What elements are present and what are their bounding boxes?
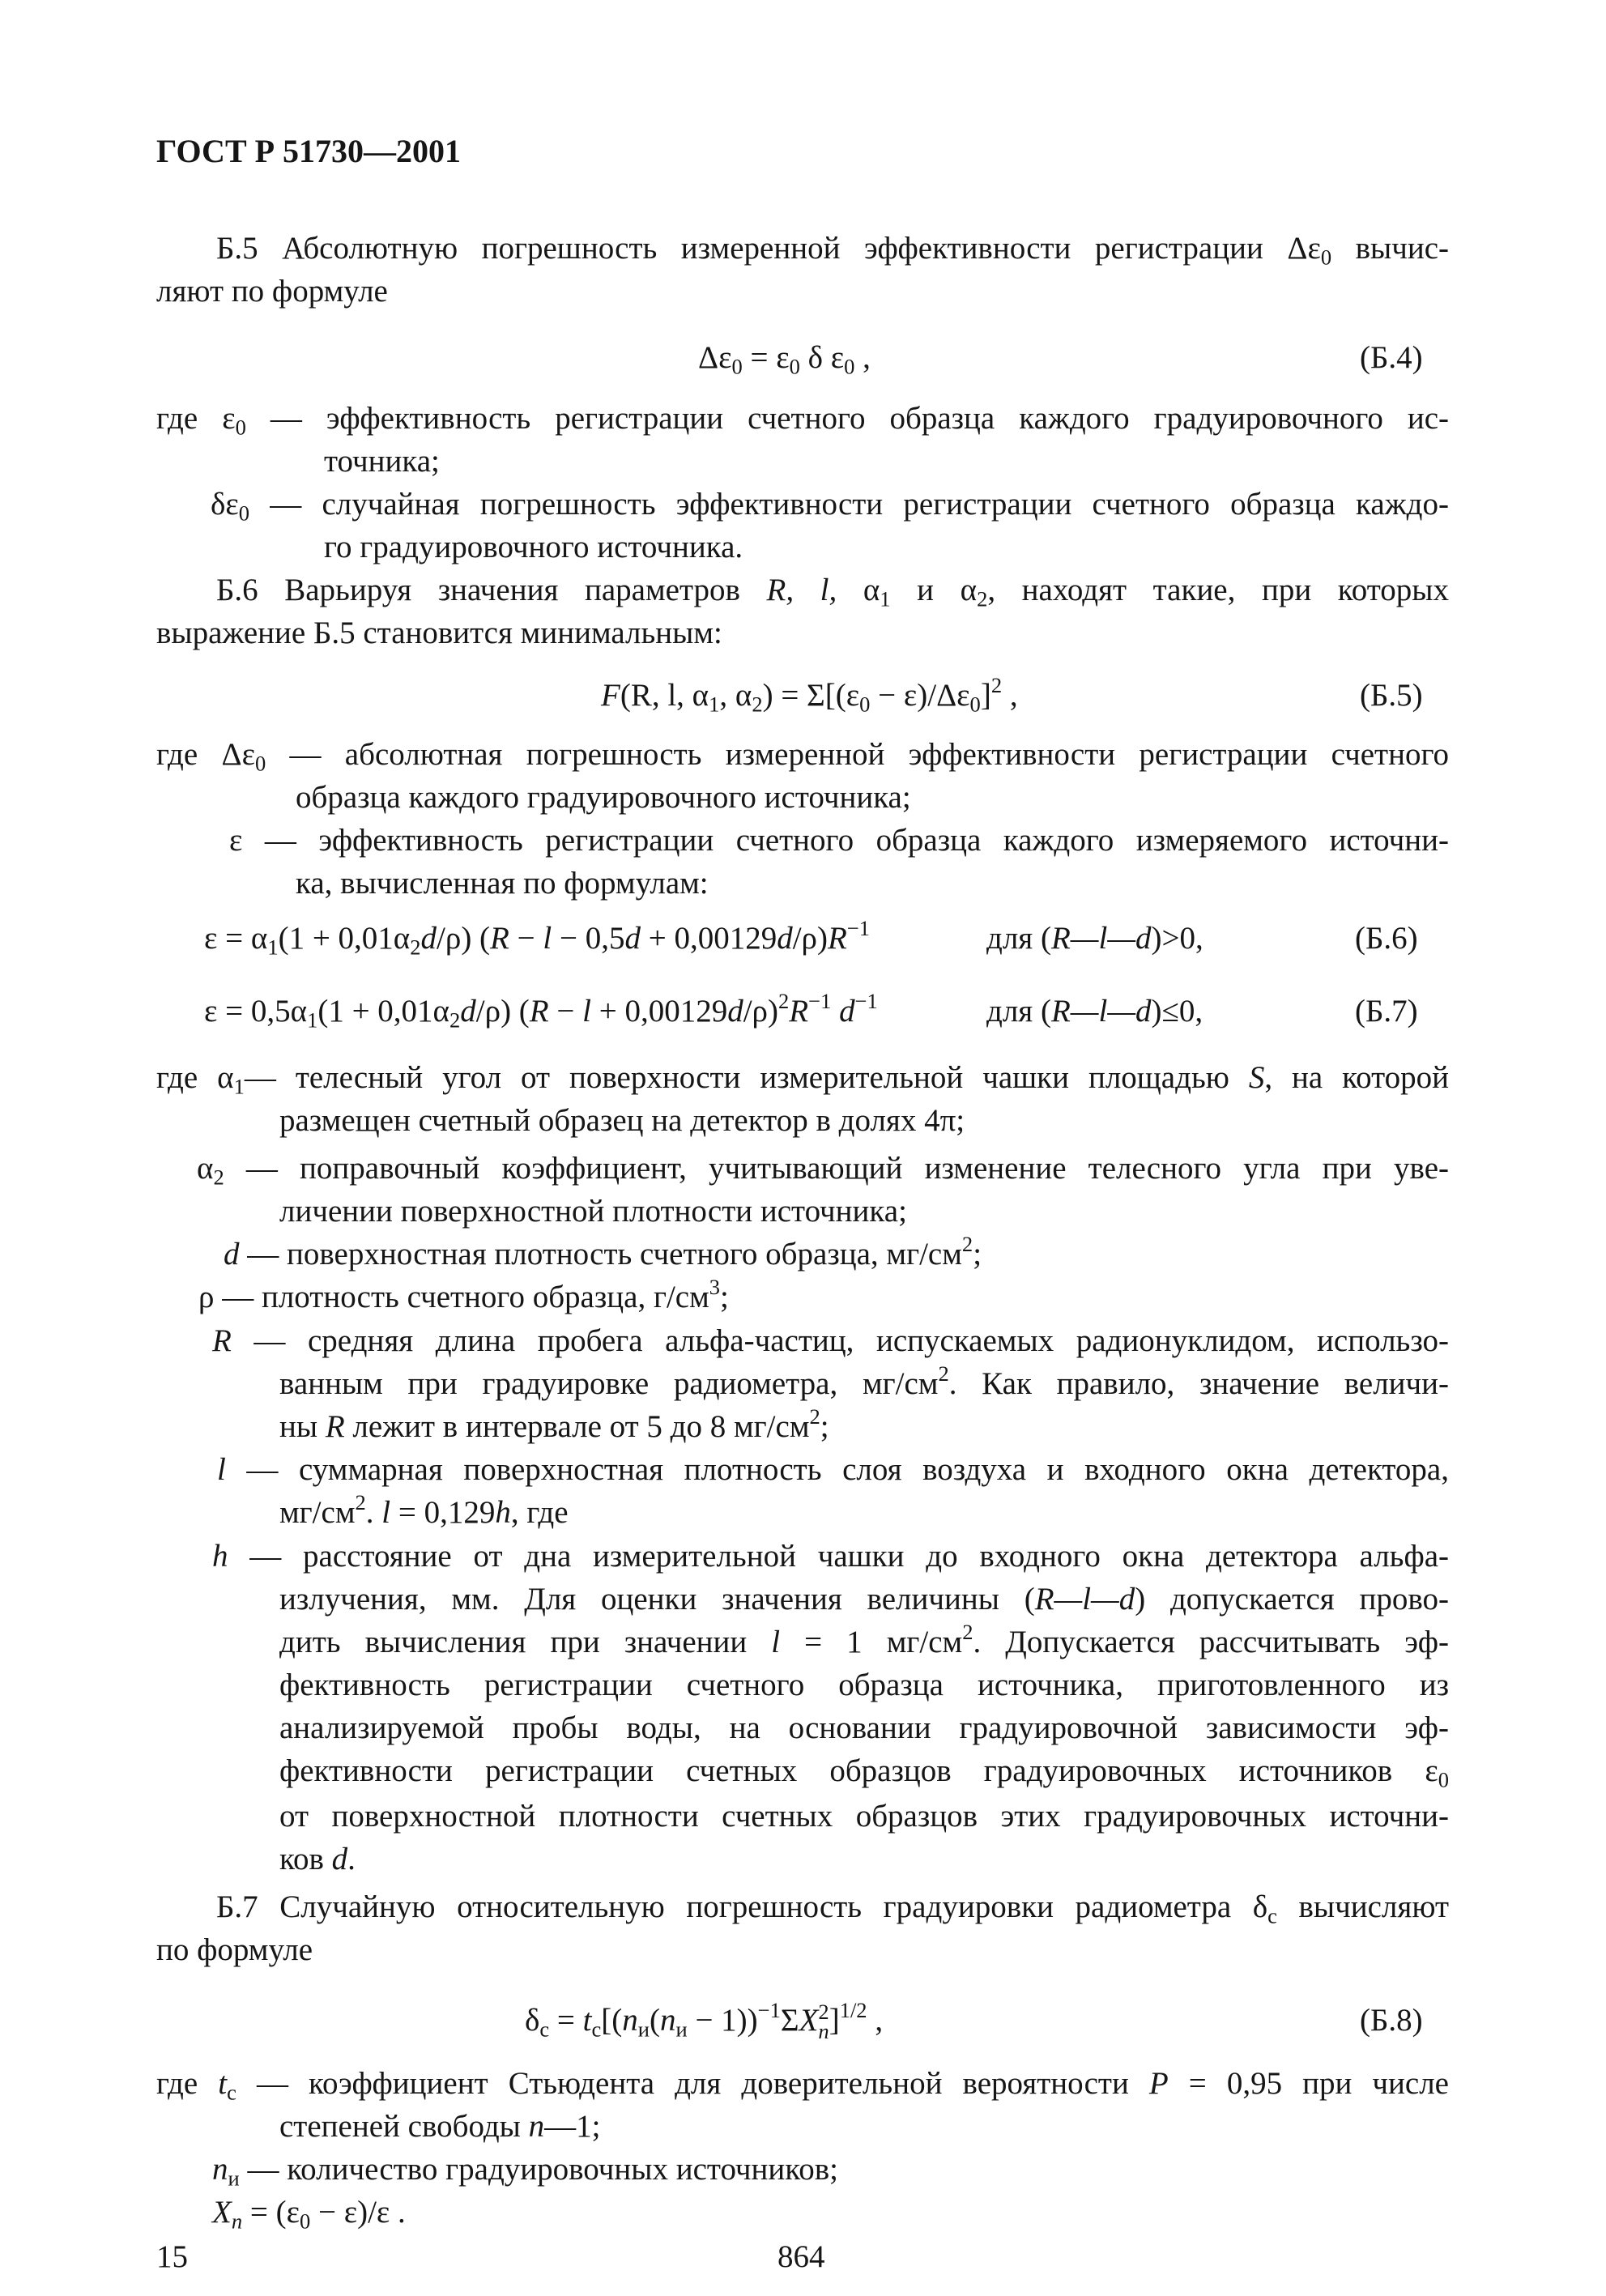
- f5-s1: 1: [709, 692, 720, 717]
- f6-s2: 2: [410, 935, 421, 960]
- f7-t8: + 0,00129: [590, 994, 728, 1029]
- f5-s3: 0: [859, 692, 871, 717]
- formula-b4: [698, 336, 871, 380]
- def-a1-text1c: , на которой: [1264, 1060, 1449, 1095]
- def-h-sym: h: [212, 1539, 228, 1574]
- b6-where-1-line1: [156, 733, 1449, 777]
- f6-t9: d: [624, 921, 641, 956]
- f6-t8: − 0,5: [552, 921, 625, 956]
- b7-where-2-line1: [212, 2148, 838, 2192]
- b7-w1-text1b: P: [1148, 2066, 1169, 2101]
- def-h-text1: расстояние от дна измерительной чашки до входного окна детектора альфа-: [303, 1539, 1450, 1574]
- b6-w2-text1: эффективность регистрации счетного образца каждого измеряемого источни-: [318, 823, 1449, 858]
- def-d-sym: d: [224, 1237, 240, 1272]
- page-number-left: 15: [156, 2239, 188, 2274]
- def-h-line2: [279, 1578, 1449, 1621]
- equation-number-b7: (Б.7): [1355, 994, 1418, 1029]
- f7-t3: d: [460, 994, 476, 1029]
- b6-w2-dash: —: [242, 823, 319, 858]
- f7-t4: /ρ) (: [475, 994, 530, 1029]
- f6-sup: −1: [846, 916, 871, 941]
- b7-w2-sub: и: [228, 2166, 240, 2191]
- f8-sup1: −1: [757, 1998, 781, 2023]
- b7-w2-text1: количество градуировочных источников;: [287, 2152, 839, 2187]
- b5-where-1-line2: точника;: [324, 444, 440, 479]
- f8-s4: и: [675, 2017, 688, 2042]
- b7-w1-text2c: —1;: [544, 2109, 601, 2144]
- b6-p-tail: , находят такие, при которых: [987, 573, 1449, 607]
- def-a1-line2: размещен счетный образец на детектор в долях 4π;: [279, 1103, 965, 1138]
- f5-s2: 2: [752, 692, 763, 717]
- def-h-text2a: излучения, мм. Для оценки значения величины (: [279, 1582, 1035, 1617]
- f4-d: ,: [854, 340, 871, 375]
- def-d-dash: —: [239, 1237, 287, 1272]
- f4-a: Δε: [698, 340, 732, 375]
- b5-w2-sym: δε: [211, 487, 239, 522]
- equation-number-b6: (Б.6): [1355, 921, 1418, 956]
- f8-t8: − 1)): [687, 2003, 758, 2038]
- b5-lead: Б.5 Абсолютную погрешность измеренной эффективности регистрации Δε: [216, 231, 1321, 266]
- b7-lead-sub: с: [1267, 1903, 1277, 1928]
- def-a2-line2: личении поверхностной плотности источника;: [279, 1194, 907, 1229]
- f7-t6: −: [548, 994, 583, 1029]
- b5-where-2-line1: [211, 483, 1449, 526]
- b5-w1-sub: 0: [235, 415, 246, 440]
- b5-lead-tail: вычис-: [1331, 231, 1450, 266]
- f5-rest: ) = Σ[(ε: [762, 678, 860, 713]
- f8-t5: n: [622, 2003, 638, 2038]
- def-h-line7: от поверхностной плотности счетных образцов этих градуировочных источни-: [279, 1799, 1449, 1834]
- f7-t7: l: [582, 994, 591, 1029]
- def-a1-sym: α: [217, 1060, 234, 1095]
- f6-s1: 1: [267, 935, 279, 960]
- b6-p-and: и: [917, 573, 935, 607]
- f4-c-sub: 0: [844, 354, 855, 379]
- f6-t7: l: [543, 921, 552, 956]
- def-h-text2c: ) допускается прово-: [1135, 1582, 1449, 1617]
- b7-where-3-line1: [212, 2191, 406, 2234]
- def-R-text2a: ванным при градуировке радиометра, мг/см: [279, 1366, 939, 1401]
- f6-t3: d: [420, 921, 437, 956]
- def-R-line1: [212, 1319, 1449, 1363]
- b7-w1-text2a: степеней свободы: [279, 2109, 529, 2144]
- where-prefix: где: [156, 737, 222, 772]
- f6-t1: ε = α: [204, 921, 268, 956]
- b7-paragraph-line1: [216, 1885, 1449, 1929]
- b6-w1-sym: Δε: [221, 737, 255, 772]
- def-R-text1: средняя длина пробега альфа-частиц, испускаемых радионуклидом, использо-: [308, 1323, 1449, 1358]
- def-rho-text1: плотность счетного образца, г/см: [261, 1280, 709, 1314]
- f5-F: F: [601, 678, 620, 713]
- b6-where-2-line1: [229, 819, 1449, 863]
- formula-b6: [204, 917, 870, 961]
- b6-w2-sym: ε: [229, 823, 243, 858]
- b7-w1-text1a: коэффициент Стьюдента для доверительной вероятности: [309, 2066, 1149, 2101]
- f5-end: ,: [1002, 678, 1018, 713]
- def-d-text1: поверхностная плотность счетного образца, мг/см: [287, 1237, 962, 1272]
- f7-t10: /ρ): [743, 994, 779, 1029]
- b7-w3-s: 0: [299, 2209, 311, 2234]
- b5-w1-dash: —: [245, 401, 326, 436]
- f8-supsub: [818, 2000, 829, 2044]
- def-a2-sym: α: [197, 1151, 214, 1186]
- f6-t13: R: [828, 921, 847, 956]
- f6-t4: /ρ) (: [437, 921, 491, 956]
- doc-id: ГОСТ Р 51730—2001: [156, 133, 462, 169]
- def-l-dash: —: [225, 1452, 299, 1487]
- f7-cond-pre: для (: [986, 994, 1051, 1029]
- def-l-text1: суммарная поверхностная плотность слоя воздуха и входного окна детектора,: [299, 1452, 1449, 1487]
- def-l-text2f: , где: [510, 1495, 569, 1530]
- f7-t11: R: [789, 994, 809, 1029]
- def-a1-text1a: телесный угол от поверхности измерительной чашки площадью: [295, 1060, 1249, 1095]
- equation-number-b4: (Б.4): [1360, 340, 1423, 375]
- def-d-sup: 2: [961, 1232, 973, 1257]
- def-a1-text1b: S: [1248, 1060, 1265, 1095]
- b6-where-2-line2: ка, вычисленная по формулам:: [296, 866, 709, 901]
- f7-sup3: −1: [854, 989, 878, 1014]
- f6-cond-pre: для (: [986, 921, 1051, 956]
- f4-b-sub: 0: [789, 354, 800, 379]
- f8-ss-sup: 2: [818, 2000, 829, 2025]
- b6-w1-text1: абсолютная погрешность измеренной эффективности регистрации счетного: [344, 737, 1450, 772]
- b7-where-1-line2: [279, 2105, 600, 2149]
- b7-w1-text2b: n: [528, 2109, 545, 2144]
- b5-w2-text1: случайная погрешность эффективности регистрации счетного образца каждо-: [322, 487, 1449, 522]
- def-h-text3sup: 2: [962, 1620, 973, 1645]
- b5-paragraph-line1: [216, 227, 1449, 270]
- f8-t2: =: [549, 2003, 583, 2038]
- b5-where-1-line1: [156, 397, 1449, 441]
- f8-t6: (: [649, 2003, 660, 2038]
- f8-s3: и: [637, 2017, 650, 2042]
- def-R-text3b: R: [325, 1409, 345, 1444]
- f7-t2: (1 + 0,01α: [317, 994, 449, 1029]
- def-h-line8: [279, 1838, 356, 1881]
- where-prefix: где: [156, 401, 223, 436]
- f5-args: (R, l, α: [620, 678, 709, 713]
- b6-where-1-line2: образца каждого градуировочного источника;: [296, 780, 911, 815]
- f7-t9: d: [727, 994, 743, 1029]
- f6-t10: + 0,00129: [640, 921, 777, 956]
- f8-t11: ]: [829, 2003, 840, 2038]
- def-l-line1: [217, 1448, 1449, 1492]
- def-h-line6: [279, 1749, 1449, 1793]
- b6-p-R: R,: [766, 573, 794, 607]
- f7-t12: d: [831, 994, 855, 1029]
- b7-w1-pre: где: [156, 2066, 219, 2101]
- def-h-text3c: = 1 мг/см: [780, 1625, 963, 1659]
- b6-p-a2-sub: 2: [977, 586, 988, 611]
- b7-w1-text1c: = 0,95 при числе: [1168, 2066, 1449, 2101]
- def-h-line1: [212, 1535, 1449, 1578]
- f5-rest3: ]: [980, 678, 991, 713]
- f7-cond-it: R—l—d: [1050, 994, 1152, 1029]
- b6-paragraph-line2: выражение Б.5 становится минимальным:: [156, 616, 722, 650]
- def-h-text3b: l: [771, 1625, 781, 1659]
- f5-sup: 2: [990, 673, 1003, 698]
- f7-s2: 2: [449, 1007, 461, 1033]
- equation-number-b5: (Б.5): [1360, 678, 1423, 713]
- f5-mid: , α: [719, 678, 752, 713]
- def-rho-line1: [198, 1276, 729, 1319]
- f8-t9: Σ: [780, 2003, 799, 2038]
- f8-s2: с: [591, 2017, 602, 2042]
- f6-cond-post: )>0,: [1151, 921, 1203, 956]
- def-rho-dash: —: [214, 1280, 262, 1314]
- formula-b7: [204, 990, 878, 1033]
- def-h-text6sub: 0: [1438, 1767, 1449, 1792]
- def-l-text2c: l: [381, 1495, 391, 1530]
- f6-t2: (1 + 0,01α: [278, 921, 411, 956]
- b6-p1: Б.6 Варьируя значения параметров: [216, 573, 740, 607]
- f4-a-sub: 0: [731, 354, 743, 379]
- f8-t1: δ: [525, 2003, 540, 2038]
- b7-w1-dash: —: [236, 2066, 309, 2101]
- f5-rest2: − ε)/Δε: [870, 678, 970, 713]
- def-a2-sub: 2: [213, 1165, 224, 1190]
- b6-w1-dash: —: [266, 737, 345, 772]
- f6-t5: R: [490, 921, 509, 956]
- f7-t5: R: [529, 994, 549, 1029]
- def-h-text2b: R—l—d: [1034, 1582, 1135, 1617]
- def-d-line1: [224, 1233, 982, 1276]
- def-R-sym: R: [212, 1323, 232, 1358]
- b7-lead-tail: вычисляют: [1276, 1889, 1449, 1924]
- b7-lead: Б.7 Случайную относительную погрешность градуировки радиометра δ: [216, 1889, 1268, 1924]
- def-R-dash: —: [231, 1323, 308, 1358]
- b7-where-1-line1: [156, 2062, 1449, 2106]
- def-l-text2sup: 2: [355, 1490, 366, 1515]
- def-h-text6a: фективности регистрации счетных образцов градуировочных источников ε: [279, 1753, 1438, 1788]
- f6-t12: /ρ): [792, 921, 829, 956]
- def-a1-sub: 1: [233, 1074, 245, 1099]
- formula-b5: [601, 674, 1018, 718]
- b5-lead-sub: 0: [1320, 245, 1332, 270]
- def-l-text2a: мг/см: [279, 1495, 356, 1530]
- b7-w3-sym: X: [212, 2195, 232, 2230]
- def-l-text2d: = 0,129: [390, 1495, 496, 1530]
- f5-s4: 0: [969, 692, 981, 717]
- formula-b7-condition: [986, 990, 1203, 1033]
- def-h-text8a: ков: [279, 1842, 332, 1876]
- def-rho-sym: ρ: [198, 1280, 215, 1314]
- def-l-text2e: h: [495, 1495, 511, 1530]
- def-R-text2b: . Как правило, значение величи-: [948, 1366, 1449, 1401]
- f7-sup1: 2: [778, 989, 790, 1014]
- f8-s1: с: [539, 2017, 550, 2042]
- b6-p-a2: α: [960, 573, 978, 607]
- b7-w1-sub: с: [227, 2080, 236, 2105]
- b7-w2-dash: —: [239, 2152, 288, 2187]
- def-h-line4: фективность регистрации счетного образца источника, приготовленного из: [279, 1668, 1449, 1702]
- b6-paragraph-line1: [216, 569, 1449, 612]
- def-rho-end: ;: [720, 1280, 729, 1314]
- b5-w2-dash: —: [249, 487, 322, 522]
- def-d-end: ;: [973, 1237, 982, 1272]
- b5-where-2-line2: го градуировочного источника.: [324, 530, 743, 564]
- f7-s1: 1: [307, 1007, 318, 1033]
- b6-p-l: l,: [820, 573, 837, 607]
- f4-c: δ ε: [799, 340, 845, 375]
- f4-b: = ε: [742, 340, 790, 375]
- formula-b8: [525, 1999, 883, 2043]
- def-h-line5: анализируемой пробы воды, на основании градуировочной зависимости эф-: [279, 1710, 1449, 1745]
- b5-w2-sub: 0: [238, 501, 250, 526]
- def-h-text3a: дить вычисления при значении: [279, 1625, 772, 1659]
- b7-paragraph-line2: по формуле: [156, 1932, 313, 1967]
- def-R-text3d: ;: [820, 1409, 829, 1444]
- f8-t12: ,: [867, 2003, 884, 2038]
- f7-cond-post: )≤0,: [1151, 994, 1203, 1029]
- b7-w3-text1b: − ε)/ε .: [310, 2195, 406, 2230]
- b7-w3-sub: n: [231, 2209, 243, 2234]
- def-h-text8c: .: [347, 1842, 356, 1876]
- def-R-text3a: ны: [279, 1409, 326, 1444]
- def-R-text3sup: 2: [809, 1404, 820, 1429]
- b5-w1-text1: эффективность регистрации счетного образца каждого градуировочного ис-: [326, 401, 1449, 436]
- b5-w1-sym: ε: [222, 401, 236, 436]
- def-R-line3: [279, 1405, 829, 1449]
- formula-b6-condition: [986, 917, 1203, 961]
- def-h-text3d: . Допускается рассчитывать эф-: [973, 1625, 1449, 1659]
- f8-t3: t: [582, 2003, 592, 2038]
- f6-t6: −: [509, 921, 543, 956]
- def-rho-sup: 3: [709, 1275, 721, 1300]
- f7-t1: ε = 0,5α: [204, 994, 308, 1029]
- def-h-dash: —: [228, 1539, 304, 1574]
- def-a2-line1: [197, 1147, 1449, 1191]
- equation-number-b8: (Б.8): [1360, 2003, 1423, 2038]
- def-l-line2: [279, 1491, 569, 1535]
- def-l-sym: l: [217, 1452, 226, 1487]
- b6-p-a1-sub: 1: [880, 586, 891, 611]
- b7-w2-sym: n: [212, 2152, 228, 2187]
- b7-w1-sym: t: [218, 2066, 228, 2101]
- document-header: [156, 130, 461, 173]
- where-prefix: где: [156, 1060, 218, 1095]
- def-h-line3: [279, 1621, 1449, 1664]
- def-l-text2b: .: [365, 1495, 382, 1530]
- b5-paragraph-line2: ляют по формуле: [156, 274, 388, 309]
- b7-w3-text1a: = (ε: [242, 2195, 300, 2230]
- f8-ss-sub: n: [818, 2019, 829, 2044]
- def-R-text2sup: 2: [938, 1361, 949, 1387]
- b6-p-a1: α: [863, 573, 880, 607]
- def-a1-line1: [156, 1056, 1449, 1100]
- f8-t7: n: [659, 2003, 676, 2038]
- f8-t10: X: [799, 2003, 819, 2038]
- f8-sup2: 1/2: [839, 1998, 867, 2023]
- def-R-text3c: лежит в интервале от 5 до 8 мг/см: [344, 1409, 810, 1444]
- page-number-center: 864: [777, 2239, 825, 2274]
- f6-cond-it: R—l—d: [1050, 921, 1152, 956]
- f7-sup2: −1: [808, 989, 832, 1014]
- f6-t11: d: [777, 921, 793, 956]
- def-a2-text1: поправочный коэффициент, учитывающий изменение телесного угла при уве-: [300, 1151, 1449, 1186]
- f8-t4: [(: [601, 2003, 623, 2038]
- def-a1-dash: —: [244, 1060, 296, 1095]
- b6-w1-sub: 0: [254, 751, 266, 776]
- def-h-text8b: d: [331, 1842, 348, 1876]
- def-a2-dash: —: [224, 1151, 300, 1186]
- def-R-line2: [279, 1362, 1449, 1406]
